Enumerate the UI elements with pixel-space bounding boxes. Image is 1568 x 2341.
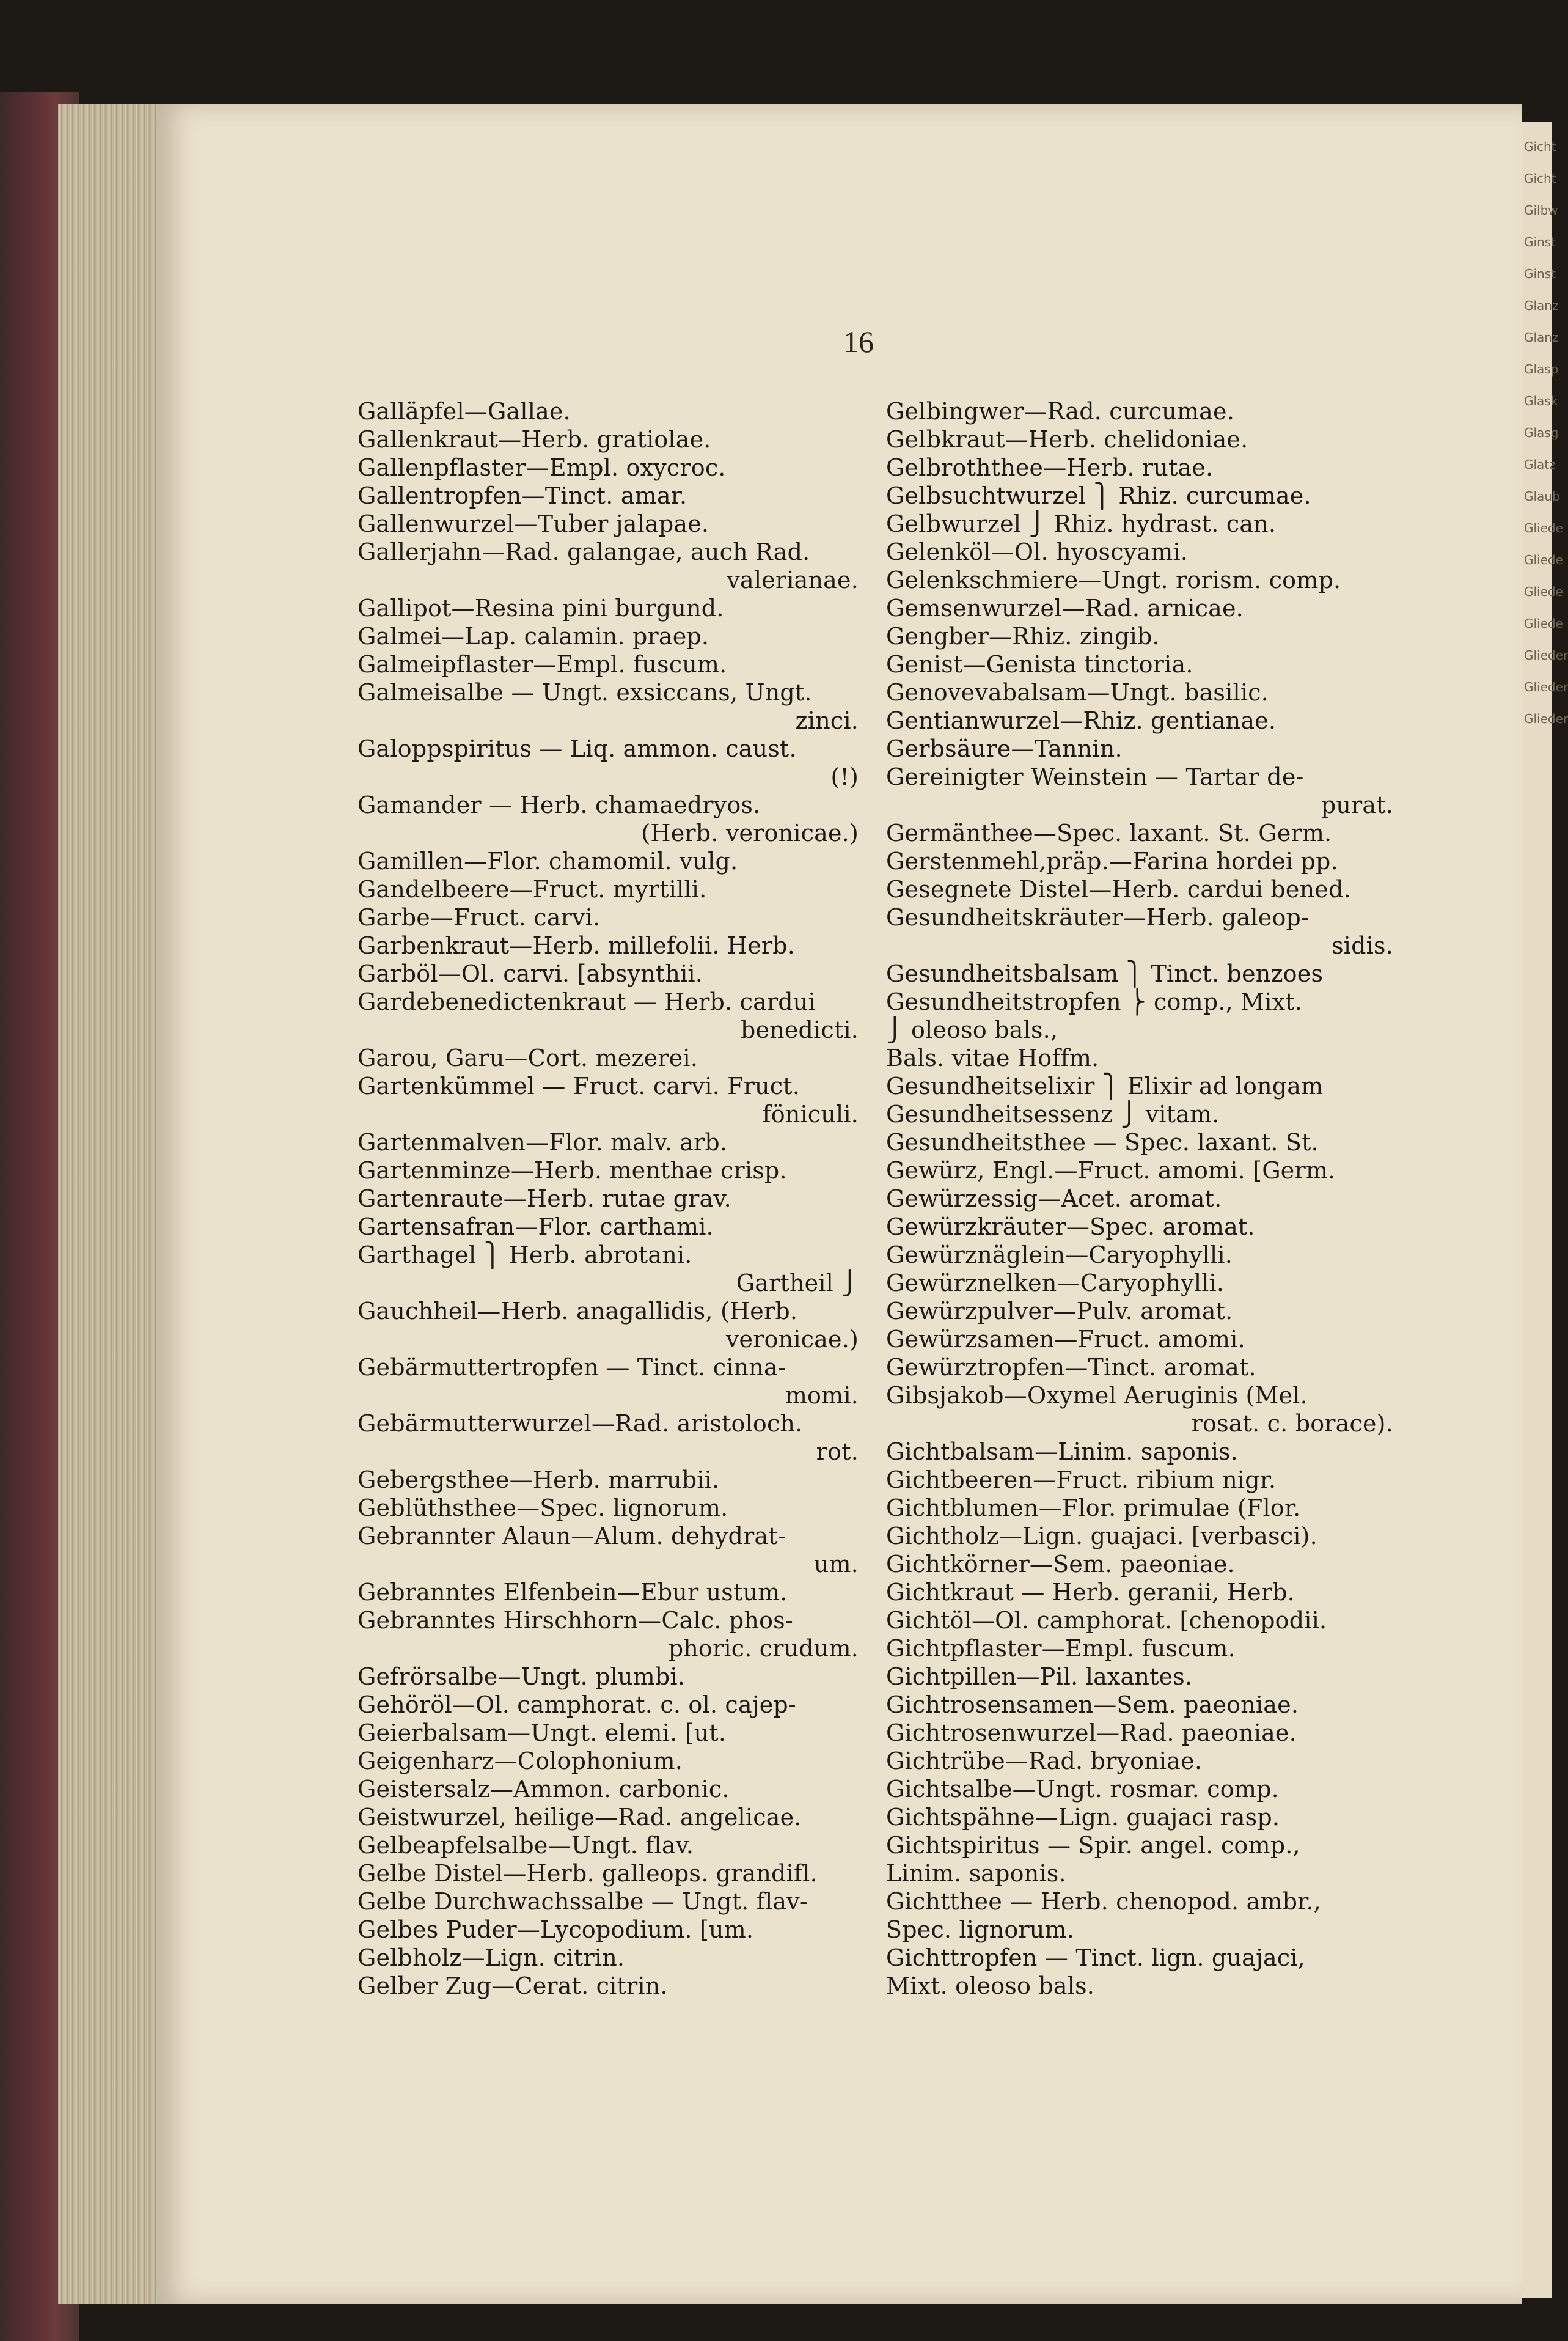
next-page-strip bbox=[1522, 122, 1568, 2298]
dictionary-entry-line: Gichtrosensamen—Sem. paeoniae. bbox=[886, 1691, 1299, 1718]
dictionary-entry-line: Galoppspiritus — Liq. ammon. caust. bbox=[357, 735, 797, 762]
dictionary-entry-line: Gefrörsalbe—Ungt. plumbi. bbox=[357, 1663, 686, 1690]
dictionary-entry-line: Gewürzkräuter—Spec. aromat. bbox=[886, 1213, 1255, 1240]
dictionary-entry-line: Gebärmuttertropfen — Tinct. cinna- bbox=[357, 1354, 786, 1381]
dictionary-entry-line: Gerbsäure—Tannin. bbox=[886, 735, 1123, 762]
dictionary-entry-line: Gichtspähne—Lign. guajaci rasp. bbox=[886, 1804, 1280, 1831]
dictionary-entry-line: Germänthee—Spec. laxant. St. Germ. bbox=[886, 820, 1332, 847]
dictionary-entry-line: Gelenköl—Ol. hyoscyami. bbox=[886, 538, 1189, 565]
dictionary-entry-line: Mixt. oleoso bals. bbox=[886, 1972, 1095, 1999]
next-page-fragment: Gliede bbox=[1524, 521, 1563, 535]
dictionary-entry-line: Gibsjakob—Oxymel Aeruginis (Mel. bbox=[886, 1382, 1308, 1409]
dictionary-entry-line: Gichtpillen—Pil. laxantes. bbox=[886, 1663, 1193, 1690]
dictionary-entry-line: Gewürznelken—Caryophylli. bbox=[886, 1270, 1225, 1296]
dictionary-entry-line: Gesundheitselixir ⎫ Elixir ad longam bbox=[886, 1073, 1324, 1100]
dictionary-entry-line: Gauchheil—Herb. anagallidis, (Herb. bbox=[357, 1298, 798, 1325]
next-page-fragment: Glieder bbox=[1524, 648, 1568, 663]
dictionary-entry-line: Geistwurzel, heilige—Rad. angelicae. bbox=[357, 1804, 802, 1831]
dictionary-entry-line: Gichtrosenwurzel—Rad. paeoniae. bbox=[886, 1719, 1297, 1746]
dictionary-entry-line: Gamillen—Flor. chamomil. vulg. bbox=[357, 848, 738, 875]
dictionary-entry-line: Gallipot—Resina pini burgund. bbox=[357, 595, 724, 622]
dictionary-entry-line: Galmei—Lap. calamin. praep. bbox=[357, 623, 709, 650]
next-page-fragment: Glasp bbox=[1524, 362, 1559, 377]
dictionary-entry-line: Gichtbeeren—Fruct. ribium nigr. bbox=[886, 1466, 1277, 1493]
dictionary-entry-line: Gelbe Durchwachssalbe — Ungt. flav- bbox=[357, 1888, 808, 1915]
dictionary-entry-line: Gewürzsamen—Fruct. amomi. bbox=[886, 1326, 1245, 1353]
dictionary-entry-line: Gesundheitsthee — Spec. laxant. St. bbox=[886, 1129, 1319, 1156]
dictionary-entry-line: Gewürztropfen—Tinct. aromat. bbox=[886, 1354, 1256, 1381]
dictionary-entry-line: ⎭ oleoso bals., bbox=[886, 1016, 1058, 1043]
next-page-fragment: Gicht bbox=[1524, 171, 1556, 186]
dictionary-entry-line: Garböl—Ol. carvi. [absynthii. bbox=[357, 960, 703, 987]
dictionary-entry-line: Gichtholz—Lign. guajaci. [verbasci). bbox=[886, 1523, 1317, 1549]
dictionary-entry-line: Gebranntes Hirschhorn—Calc. phos- bbox=[357, 1607, 793, 1634]
next-page-fragment: Glanz bbox=[1524, 330, 1559, 345]
dictionary-entry-line: Gelbholz—Lign. citrin. bbox=[357, 1944, 625, 1971]
next-page-fragment: Gilbw bbox=[1524, 203, 1558, 218]
dictionary-entry-line: Gichtkraut — Herb. geranii, Herb. bbox=[886, 1579, 1295, 1606]
dictionary-entry-line: zinci. bbox=[795, 707, 859, 734]
dictionary-entry-line: Geierbalsam—Ungt. elemi. [ut. bbox=[357, 1719, 727, 1746]
dictionary-entry-line: Galmeisalbe — Ungt. exsiccans, Ungt. bbox=[357, 679, 812, 706]
dictionary-entry-line: Gandelbeere—Fruct. myrtilli. bbox=[357, 876, 707, 903]
dictionary-entry-line: Gamander — Herb. chamaedryos. bbox=[357, 792, 761, 818]
dictionary-entry-line: Gelbroththee—Herb. rutae. bbox=[886, 454, 1214, 481]
dictionary-entry-line: Gichtsalbe—Ungt. rosmar. comp. bbox=[886, 1776, 1279, 1803]
dictionary-entry-line: Gewürzpulver—Pulv. aromat. bbox=[886, 1298, 1233, 1325]
dictionary-entry-line: Gardebenedictenkraut — Herb. cardui bbox=[357, 988, 816, 1015]
dictionary-entry-line: Linim. saponis. bbox=[886, 1860, 1066, 1887]
next-page-fragment: Gicht bbox=[1524, 139, 1556, 154]
next-page-fragment: Ginst bbox=[1524, 235, 1556, 249]
dictionary-entry-line: Gelbes Puder—Lycopodium. [um. bbox=[357, 1916, 754, 1943]
dictionary-entry-line: purat. bbox=[1321, 792, 1393, 818]
dictionary-entry-line: Geistersalz—Ammon. carbonic. bbox=[357, 1776, 730, 1803]
dictionary-entry-line: Gewürznäglein—Caryophylli. bbox=[886, 1241, 1233, 1268]
dictionary-entry-line: Gichtspiritus — Spir. angel. comp., bbox=[886, 1832, 1300, 1859]
dictionary-entry-line: Gehöröl—Ol. camphorat. c. ol. cajep- bbox=[357, 1691, 796, 1718]
dictionary-entry-line: Gebranntes Elfenbein—Ebur ustum. bbox=[357, 1579, 788, 1606]
dictionary-entry-line: Gesundheitskräuter—Herb. galeop- bbox=[886, 904, 1310, 931]
dictionary-entry-line: Gallerjahn—Rad. galangae, auch Rad. bbox=[357, 538, 810, 565]
dictionary-entry-line: Gichtthee — Herb. chenopod. ambr., bbox=[886, 1888, 1321, 1915]
dictionary-entry-line: Genovevabalsam—Ungt. basilic. bbox=[886, 679, 1269, 706]
dictionary-entry-line: Gelbwurzel ⎭ Rhiz. hydrast. can. bbox=[886, 510, 1277, 537]
dictionary-entry-line: Gereinigter Weinstein — Tartar de- bbox=[886, 763, 1304, 790]
dictionary-entry-line: (!) bbox=[830, 763, 859, 790]
dictionary-entry-line: Gelbeapfelsalbe—Ungt. flav. bbox=[357, 1832, 694, 1859]
dictionary-entry-line: (Herb. veronicae.) bbox=[641, 820, 859, 847]
dictionary-entry-line: Gelber Zug—Cerat. citrin. bbox=[357, 1972, 668, 1999]
dictionary-entry-line: Gartenkümmel — Fruct. carvi. Fruct. bbox=[357, 1073, 800, 1100]
dictionary-entry-line: Gallenwurzel—Tuber jalapae. bbox=[357, 510, 709, 537]
dictionary-entry-line: Gelbsuchtwurzel ⎫ Rhiz. curcumae. bbox=[886, 482, 1311, 509]
dictionary-entry-line: rosat. c. borace). bbox=[1191, 1410, 1393, 1437]
dictionary-entry-line: Gartensafran—Flor. carthami. bbox=[357, 1213, 714, 1240]
dictionary-entry-line: Gerstenmehl,präp.—Farina hordei pp. bbox=[886, 848, 1338, 875]
dictionary-entry-line: rot. bbox=[816, 1438, 859, 1465]
next-page-fragment: Glieder bbox=[1524, 711, 1568, 726]
dictionary-entry-line: Garbenkraut—Herb. millefolii. Herb. bbox=[357, 932, 796, 959]
dictionary-entry-line: Gebergsthee—Herb. marrubii. bbox=[357, 1466, 720, 1493]
dictionary-entry-line: um. bbox=[813, 1551, 859, 1578]
dictionary-entry-line: Gelbe Distel—Herb. galleops. grandifl. bbox=[357, 1860, 818, 1887]
page-edges bbox=[58, 104, 162, 2304]
dictionary-entry-line: Gallenkraut—Herb. gratiolae. bbox=[357, 426, 711, 453]
next-page-fragment: Ginst bbox=[1524, 266, 1556, 281]
dictionary-entry-line: Geigenharz—Colophonium. bbox=[357, 1747, 683, 1774]
dictionary-entry-line: Gewürz, Engl.—Fruct. amomi. [Germ. bbox=[886, 1157, 1336, 1184]
dictionary-entry-line: Gartenraute—Herb. rutae grav. bbox=[357, 1185, 731, 1212]
dictionary-entry-line: Garou, Garu—Cort. mezerei. bbox=[357, 1045, 698, 1071]
right-column bbox=[886, 397, 1393, 2000]
next-page-fragment: Glatz bbox=[1524, 457, 1556, 472]
dictionary-entry-line: Gichtöl—Ol. camphorat. [chenopodii. bbox=[886, 1607, 1327, 1634]
dictionary-entry-line: Gichtblumen—Flor. primulae (Flor. bbox=[886, 1494, 1301, 1521]
next-page-fragment: Gliede bbox=[1524, 584, 1563, 599]
dictionary-entry-line: Gebärmutterwurzel—Rad. aristoloch. bbox=[357, 1410, 803, 1437]
next-page-fragment: Glasg bbox=[1524, 425, 1559, 440]
dictionary-entry-line: Gartenminze—Herb. menthae crisp. bbox=[357, 1157, 787, 1184]
dictionary-entry-line: Gichtkörner—Sem. paeoniae. bbox=[886, 1551, 1235, 1578]
dictionary-entry-line: Gemsenwurzel—Rad. arnicae. bbox=[886, 595, 1244, 622]
dictionary-entry-line: Gesundheitstropfen ⎬ comp., Mixt. bbox=[886, 988, 1303, 1015]
dictionary-entry-line: Gallenpflaster—Empl. oxycroc. bbox=[357, 454, 726, 481]
next-page-fragment: Glaub bbox=[1524, 489, 1560, 504]
next-page-fragment: Gliede bbox=[1524, 616, 1563, 631]
dictionary-entry-line: Gengber—Rhiz. zingib. bbox=[886, 623, 1160, 650]
dictionary-entry-line: Geblüthsthee—Spec. lignorum. bbox=[357, 1494, 728, 1521]
page-number: 16 bbox=[843, 325, 874, 359]
dictionary-entry-line: Spec. lignorum. bbox=[886, 1916, 1075, 1943]
dictionary-entry-line: momi. bbox=[785, 1382, 859, 1409]
dictionary-entry-line: Gartheil ⎭ bbox=[736, 1270, 859, 1296]
dictionary-entry-line: phoric. crudum. bbox=[668, 1635, 859, 1662]
dictionary-entry-line: Gesundheitsessenz ⎭ vitam. bbox=[886, 1101, 1220, 1128]
dictionary-entry-line: Galläpfel—Gallae. bbox=[357, 398, 571, 425]
dictionary-entry-line: Galmeipflaster—Empl. fuscum. bbox=[357, 651, 727, 678]
dictionary-entry-line: Gewürzessig—Acet. aromat. bbox=[886, 1185, 1222, 1212]
dictionary-entry-line: Bals. vitae Hoffm. bbox=[886, 1045, 1099, 1071]
dictionary-entry-line: Gelenkschmiere—Ungt. rorism. comp. bbox=[886, 567, 1341, 594]
dictionary-entry-line: veronicae.) bbox=[725, 1326, 859, 1353]
dictionary-entry-line: Garbe—Fruct. carvi. bbox=[357, 904, 601, 931]
dictionary-entry-line: Gelbingwer—Rad. curcumae. bbox=[886, 398, 1235, 425]
next-page-fragment: Glask bbox=[1524, 394, 1558, 408]
next-page-fragment: Gliede bbox=[1524, 553, 1563, 567]
dictionary-entry-line: Gichttropfen — Tinct. lign. guajaci, bbox=[886, 1944, 1305, 1971]
dictionary-entry-line: Garthagel ⎫ Herb. abrotani. bbox=[357, 1241, 692, 1268]
next-page-fragment: Glieder bbox=[1524, 680, 1568, 694]
dictionary-entry-line: Gichtpflaster—Empl. fuscum. bbox=[886, 1635, 1236, 1662]
dictionary-entry-line: Gentianwurzel—Rhiz. gentianae. bbox=[886, 707, 1277, 734]
dictionary-entry-line: Gebrannter Alaun—Alum. dehydrat- bbox=[357, 1523, 786, 1549]
dictionary-entry-line: Gartenmalven—Flor. malv. arb. bbox=[357, 1129, 728, 1156]
dictionary-entry-line: Gallentropfen—Tinct. amar. bbox=[357, 482, 687, 509]
dictionary-entry-line: föniculi. bbox=[762, 1101, 859, 1128]
left-column bbox=[357, 397, 859, 2000]
dictionary-entry-line: sidis. bbox=[1332, 932, 1393, 959]
next-page-fragment: Glanz bbox=[1524, 298, 1559, 313]
dictionary-entry-line: Gichtrübe—Rad. bryoniae. bbox=[886, 1747, 1203, 1774]
dictionary-entry-line: Gelbkraut—Herb. chelidoniae. bbox=[886, 426, 1248, 453]
dictionary-entry-line: valerianae. bbox=[727, 567, 859, 594]
dictionary-entry-line: benedicti. bbox=[740, 1016, 859, 1043]
dictionary-entry-line: Gesegnete Distel—Herb. cardui bened. bbox=[886, 876, 1351, 903]
dictionary-entry-line: Genist—Genista tinctoria. bbox=[886, 651, 1193, 678]
dictionary-entry-line: Gichtbalsam—Linim. saponis. bbox=[886, 1438, 1239, 1465]
dictionary-entry-line: Gesundheitsbalsam ⎫ Tinct. benzoes bbox=[886, 960, 1324, 987]
